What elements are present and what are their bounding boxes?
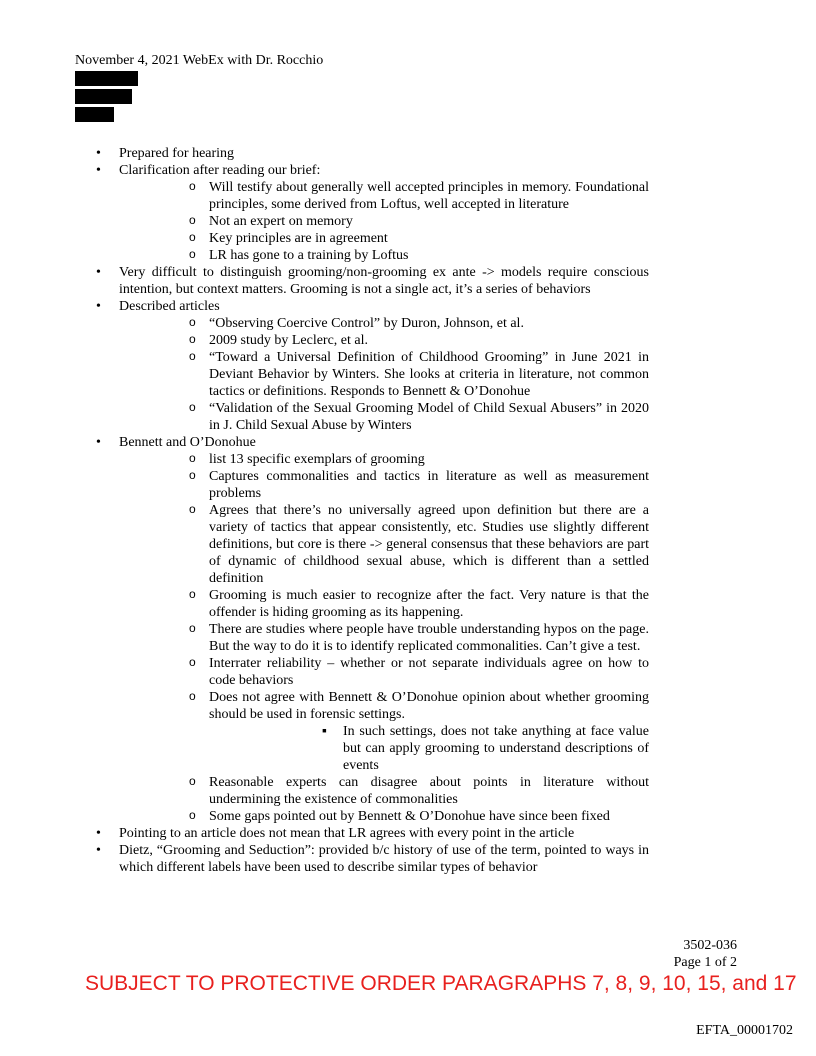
sub-list-item: o list 13 specific exemplars of grooming — [119, 451, 649, 468]
sub-list-item: o Captures commonalities and tactics in literature as well as measurement problems — [119, 468, 649, 502]
sub-list-item: o Will testify about generally well accepted principles in memory. Foundational principles, some derived from Loftus, well accepted in literature — [119, 179, 649, 213]
redaction-bar — [75, 71, 138, 86]
sub-list-item: o Interrater reliability – whether or not separate individuals agree on how to code behaviors — [119, 655, 649, 689]
redaction-bar — [75, 107, 114, 122]
doc-code: 3502-036 — [683, 938, 737, 953]
list-item: • Very difficult to distinguish grooming/non-grooming ex ante -> models require conscious intention, but context matters. Grooming is not a single act, it’s a series of behaviors — [73, 264, 649, 298]
sub-list-item: o Some gaps pointed out by Bennett & O’Donohue have since been fixed — [119, 808, 649, 825]
page-title: November 4, 2021 WebEx with Dr. Rocchio — [75, 53, 324, 68]
sub-list-item: o “Toward a Universal Definition of Childhood Grooming” in June 2021 in Deviant Behavior by Winters. She looks at criteria in literature, not common tactics or definitions. Responds to Bennett & O’Donohue — [119, 349, 649, 400]
list-item: • Bennett and O’Donohue o list 13 specific exemplars of grooming o Captures commonalities and tactics in literature as well as measurement problems o Agrees that there’s no universally agreed upon definition but there are a variety of tactics that appear consistently, etc. Studies use slightly different definitions, but core is there -> general consensus that these behaviors are part of dynamic of childhood sexual abuse, which is different than a settled definition o Grooming is much easier to recognize after the fact. Very nature is that the offender is hiding grooming as its happening. o There are studies where people have trouble understanding hypos on the page. But the way to do it is to identify replicated commonalities. Can’t give a test. o Interrater reliability – whether or not separate individuals agree on how to code behaviors o Does not agree with Bennett & O’Donohue opinion about whether grooming should be used in forensic settings. ▪ In such settings, does not take anything at face value but can apply grooming to understand descriptions of events o Reasonable experts can disagree about points in literature without undermining the existence of commonalities o Some gaps pointed out by Bennett & O’Donohue have since been fixed — [73, 434, 649, 825]
bates-number: EFTA_00001702 — [696, 1023, 793, 1038]
list-item: • Clarification after reading our brief: o Will testify about generally well accepted principles in memory. Foundational principles, some derived from Loftus, well accepted in literature o Not an expert on memory o Key principles are in agreement o LR has gone to a training by Loftus — [73, 162, 649, 264]
page-number: Page 1 of 2 — [673, 955, 737, 970]
sub-list-item: o Not an expert on memory — [119, 213, 649, 230]
sub-list-item: o Grooming is much easier to recognize after the fact. Very nature is that the offender is hiding grooming as its happening. — [119, 587, 649, 621]
protective-order-stamp: SUBJECT TO PROTECTIVE ORDER PARAGRAPHS 7, 8, 9, 10, 15, and 17 — [85, 972, 797, 995]
sub-list-item: o Key principles are in agreement — [119, 230, 649, 247]
sub-sub-list-item: ▪ In such settings, does not take anything at face value but can apply grooming to understand descriptions of events — [209, 723, 649, 774]
redaction-bar — [75, 89, 132, 104]
sub-list-item: o “Validation of the Sexual Grooming Model of Child Sexual Abusers” in 2020 in J. Child Sexual Abuse by Winters — [119, 400, 649, 434]
sub-list-item: o Reasonable experts can disagree about points in literature without undermining the existence of commonalities — [119, 774, 649, 808]
notes-list — [73, 145, 649, 876]
sub-list-item: o There are studies where people have trouble understanding hypos on the page. But the way to do it is to identify replicated commonalities. Can’t give a test. — [119, 621, 649, 655]
sub-list-item: o Agrees that there’s no universally agreed upon definition but there are a variety of tactics that appear consistently, etc. Studies use slightly different definitions, but core is there -> general consensus that these behaviors are part of dynamic of childhood sexual abuse, which is different than a settled definition — [119, 502, 649, 587]
list-item: • Described articles o “Observing Coercive Control” by Duron, Johnson, et al. o 2009 study by Leclerc, et al. o “Toward a Universal Definition of Childhood Grooming” in June 2021 in Deviant Behavior by Winters. She looks at criteria in literature, not common tactics or definitions. Responds to Bennett & O’Donohue o “Validation of the Sexual Grooming Model of Child Sexual Abusers” in 2020 in J. Child Sexual Abuse by Winters — [73, 298, 649, 434]
sub-list-item: o “Observing Coercive Control” by Duron, Johnson, et al. — [119, 315, 649, 332]
sub-list-item: o LR has gone to a training by Loftus — [119, 247, 649, 264]
list-item: • Dietz, “Grooming and Seduction”: provided b/c history of use of the term, pointed to ways in which different labels have been used to describe similar types of behavior — [73, 842, 649, 876]
list-item: • Pointing to an article does not mean that LR agrees with every point in the article — [73, 825, 649, 842]
list-item: • Prepared for hearing — [73, 145, 649, 162]
sub-list-item: o Does not agree with Bennett & O’Donohue opinion about whether grooming should be used in forensic settings. ▪ In such settings, does not take anything at face value but can apply grooming to understand descriptions of events — [119, 689, 649, 774]
document-footer — [674, 937, 737, 971]
sub-list-item: o 2009 study by Leclerc, et al. — [119, 332, 649, 349]
